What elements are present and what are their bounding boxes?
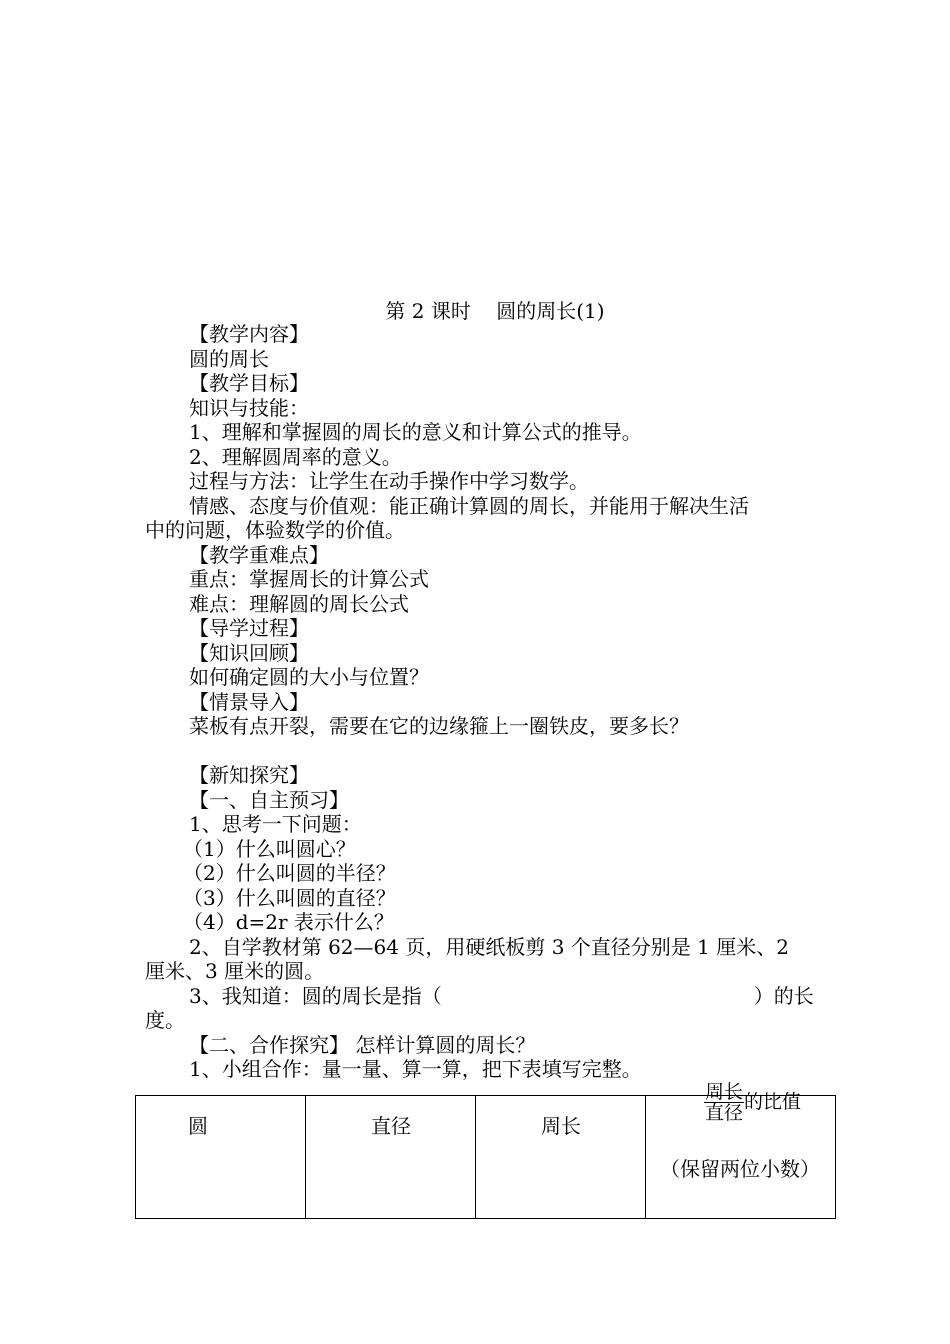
scenario-text: 菜板有点开裂，需要在它的边缘箍上一圈铁皮，要多长？	[189, 714, 689, 738]
header-diameter: 直径	[371, 1114, 411, 1138]
self-study-item-3-line-1	[145, 983, 814, 1009]
fraction-numerator: 周长	[705, 1081, 744, 1103]
lesson-body	[145, 322, 814, 1082]
objective-label-knowledge: 知识与技能：	[189, 395, 309, 420]
self-study-item-3-line-2: 度。	[145, 1008, 185, 1032]
ratio-fraction	[704, 1082, 744, 1123]
section-heading-key-points: 【教学重难点】	[189, 542, 329, 567]
section-heading-review: 【知识回顾】	[189, 640, 309, 665]
objective-item-1: 1、理解和掌握圆的周长的意义和计算公式的推导。	[189, 420, 642, 444]
table-cell-ratio	[646, 1081, 836, 1219]
objective-item-2: 2、理解圆周率的意义。	[189, 444, 402, 469]
fill-prompt: 3、我知道：圆的周长是指（	[189, 983, 442, 1008]
table-cell-circle	[136, 1096, 306, 1219]
objective-process: 过程与方法：让学生在动手操作中学习数学。	[189, 469, 589, 493]
table-cell-diameter	[306, 1096, 476, 1219]
question-2: （2）什么叫圆的半径？	[183, 861, 396, 885]
blank-line	[145, 739, 810, 764]
question-3: （3）什么叫圆的直径？	[183, 885, 396, 910]
ratio-header	[704, 1082, 801, 1123]
difficult-point: 难点：理解圆的周长公式	[189, 591, 409, 616]
table-cell-circumference	[476, 1096, 646, 1219]
question-4: （4）d=2r 表示什么？	[183, 910, 394, 934]
key-point: 重点：掌握周长的计算公式	[189, 567, 429, 591]
section-heading-cooperate: 【二、合作探究】 怎样计算圆的周长？	[189, 1032, 536, 1057]
section-heading-content: 【教学内容】	[189, 322, 309, 346]
objective-emotion-line-2: 中的问题，体验数学的价值。	[145, 518, 405, 542]
cooperate-item-1: 1、小组合作：量一量、算一算，把下表填写完整。	[189, 1057, 642, 1081]
section-heading-self-study: 【一、自主预习】	[189, 787, 349, 812]
objective-emotion-line-1: 情感、态度与价值观：能正确计算圆的周长，并能用于解决生活	[189, 493, 749, 518]
table-row	[136, 1096, 836, 1219]
measurement-table	[135, 1081, 836, 1219]
review-question: 如何确定圆的大小与位置？	[189, 665, 429, 689]
self-study-item-1: 1、思考一下问题：	[189, 812, 362, 836]
section-heading-objectives: 【教学目标】	[189, 371, 309, 395]
content-text: 圆的周长	[189, 346, 269, 371]
rounding-note: （保留两位小数）	[660, 1157, 820, 1181]
question-1: （1）什么叫圆心？	[183, 836, 356, 861]
header-circle: 圆	[188, 1114, 208, 1138]
self-study-item-2-line-1: 2、自学教材第 62—64 页，用硬纸板剪 3 个直径分别是 1 厘米、2	[189, 934, 789, 959]
ratio-suffix: 的比值	[744, 1091, 802, 1113]
section-heading-process: 【导学过程】	[189, 616, 309, 640]
header-circumference: 周长	[541, 1114, 581, 1138]
section-heading-scenario: 【情景导入】	[189, 689, 309, 714]
section-heading-explore: 【新知探究】	[189, 763, 309, 787]
lesson-title: 第 2 课时 圆的周长(1)	[385, 299, 605, 323]
fraction-denominator: 直径	[705, 1102, 744, 1124]
fill-prompt-end: ）的长	[753, 983, 814, 1008]
self-study-item-2-line-2: 厘米、3 厘米的圆。	[145, 959, 325, 983]
